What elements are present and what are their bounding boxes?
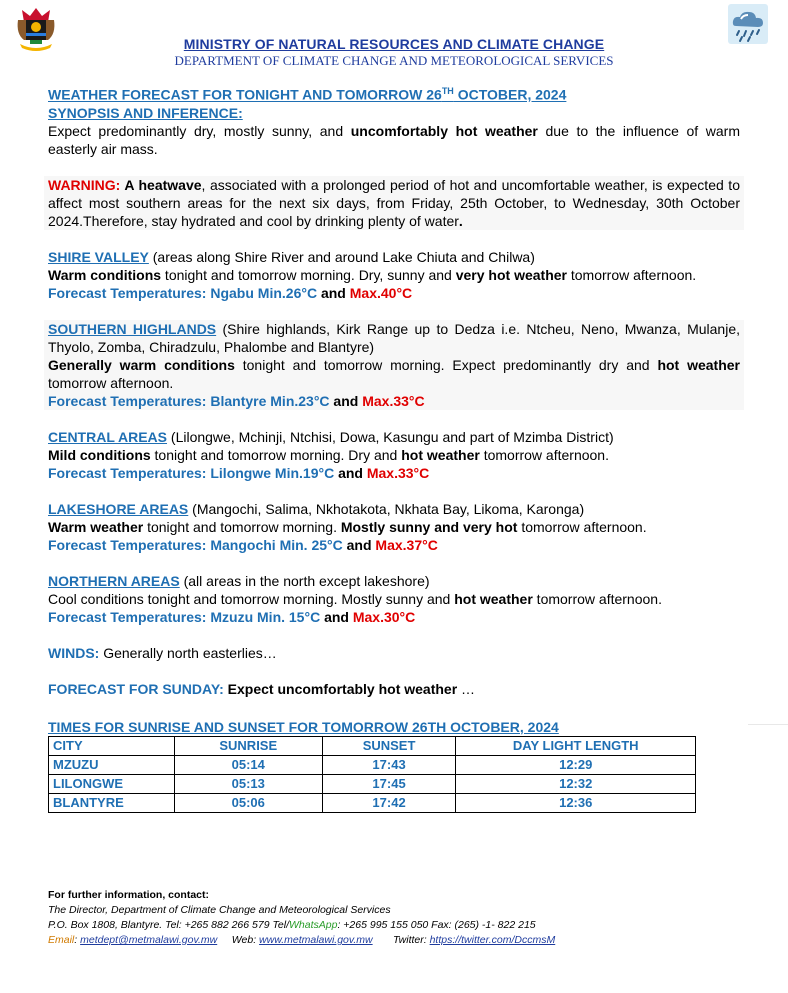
column-header: SUNSET bbox=[322, 736, 456, 755]
region-name: SOUTHERN HIGHLANDS bbox=[48, 320, 217, 337]
footer-director: The Director, Department of Climate Change and Meteorological Services bbox=[48, 904, 391, 916]
sunrise-sunset-table bbox=[48, 736, 696, 813]
forecast-title: WEATHER FORECAST FOR TONIGHT AND TOMORROW 26TH OCTOBER, 2024 bbox=[48, 86, 567, 103]
daylight-cell: 12:36 bbox=[456, 793, 696, 812]
daylight-cell: 12:29 bbox=[456, 755, 696, 774]
column-header: SUNRISE bbox=[174, 736, 322, 755]
sunday-forecast: FORECAST FOR SUNDAY: Expect uncomfortably hot weather … bbox=[48, 680, 476, 697]
footer-address: P.O. Box 1808, Blantyre. Tel: +265 882 266 579 Tel/WhatsApp: +265 995 155 050 Fax: (265) -1- 822 215 bbox=[48, 919, 536, 931]
region-northern-areas: NORTHERN AREAS (all areas in the north except lakeshore) Cool conditions tonight and tomorrow morning. Mostly sunny and hot weather tomorrow afternoon. Forecast Temperatures: Mzuzu Min. 15°C and Max.30°C bbox=[48, 572, 662, 625]
sun-table-title: TIMES FOR SUNRISE AND SUNSET FOR TOMORROW 26TH OCTOBER, 2024 bbox=[48, 718, 559, 735]
region-name: NORTHERN AREAS bbox=[48, 572, 180, 589]
ministry-name: MINISTRY OF NATURAL RESOURCES AND CLIMATE CHANGE bbox=[183, 36, 605, 52]
region-name: CENTRAL AREAS bbox=[48, 428, 168, 445]
winds: WINDS: Generally north easterlies… bbox=[48, 644, 277, 661]
table-row bbox=[49, 774, 696, 793]
synopsis-text: Expect predominantly dry, mostly sunny, and uncomfortably hot weather due to the influence of warm easterly air mass. bbox=[48, 122, 741, 157]
column-header: CITY bbox=[49, 736, 175, 755]
heatwave-warning: WARNING: A heatwave, associated with a prolonged period of hot and uncomfortable weather, is expected to affect most southern areas for the next six days, from Friday, 25th October, to Wednesday, 30th October 2024.Therefore, stay hydrated and cool by drinking plenty of water. bbox=[44, 176, 744, 230]
sunrise-cell: 05:14 bbox=[174, 755, 322, 774]
twitter-link[interactable]: https://twitter.com/DccmsM bbox=[429, 934, 556, 946]
table-row bbox=[49, 793, 696, 812]
sunset-cell: 17:45 bbox=[322, 774, 456, 793]
synopsis-heading: SYNOPSIS AND INFERENCE: bbox=[48, 104, 243, 121]
contact-footer bbox=[48, 888, 748, 948]
table-header-row bbox=[49, 736, 696, 755]
region-name: LAKESHORE AREAS bbox=[48, 500, 189, 517]
email-link[interactable]: metdept@metmalawi.gov.mw bbox=[80, 934, 218, 946]
region-lakeshore-areas: LAKESHORE AREAS (Mangochi, Salima, Nkhotakota, Nkhata Bay, Likoma, Karonga) Warm weather tonight and tomorrow morning. Mostly sunny and very hot tomorrow afternoon. Forecast Temperatures: Mangochi Min. 25°C and Max.37°C bbox=[48, 500, 647, 553]
divider bbox=[748, 724, 788, 725]
sunset-cell: 17:42 bbox=[322, 793, 456, 812]
department-name: DEPARTMENT OF CLIMATE CHANGE AND METEOROLOGICAL SERVICES bbox=[174, 53, 614, 68]
daylight-cell: 12:32 bbox=[456, 774, 696, 793]
region-shire-valley: SHIRE VALLEY (areas along Shire River and around Lake Chiuta and Chilwa) Warm conditions tonight and tomorrow morning. Dry, sunny and very hot weather tomorrow afternoon. Forecast Temperatures: Ngabu Min.26°C and Max.40°C bbox=[48, 248, 697, 301]
table-row bbox=[49, 755, 696, 774]
footer-links: Email: metdept@metmalawi.gov.mw Web: www.metmalawi.gov.mw Twitter: https://twitter.com/DccmsM bbox=[48, 934, 556, 946]
region-central-areas: CENTRAL AREAS (Lilongwe, Mchinji, Ntchisi, Dowa, Kasungu and part of Mzimba District) Mild conditions tonight and tomorrow morning. Dry and hot weather tomorrow afternoon. Forecast Temperatures: Lilongwe Min.19°C and Max.33°C bbox=[48, 428, 614, 481]
city-cell: MZUZU bbox=[49, 755, 175, 774]
column-header: DAY LIGHT LENGTH bbox=[456, 736, 696, 755]
city-cell: LILONGWE bbox=[49, 774, 175, 793]
footer-heading: For further information, contact: bbox=[48, 889, 209, 901]
forecast-body bbox=[48, 82, 740, 813]
region-southern-highlands: SOUTHERN HIGHLANDS (Shire highlands, Kirk Range up to Dedza i.e. Ntcheu, Neno, Mwanza, Mulanje, Thyolo, Zomba, Chiradzulu, Phalombe and Blantyre) Generally warm conditions tonight and tomorrow morning. Expect predominantly dry and hot weather tomorrow afternoon. Forecast Temperatures: Blantyre Min.23°C and Max.33°C bbox=[44, 320, 744, 410]
city-cell: BLANTYRE bbox=[49, 793, 175, 812]
region-name: SHIRE VALLEY bbox=[48, 248, 149, 265]
sunrise-cell: 05:13 bbox=[174, 774, 322, 793]
sunrise-cell: 05:06 bbox=[174, 793, 322, 812]
web-link[interactable]: www.metmalawi.gov.mw bbox=[259, 934, 373, 946]
sunset-cell: 17:43 bbox=[322, 755, 456, 774]
